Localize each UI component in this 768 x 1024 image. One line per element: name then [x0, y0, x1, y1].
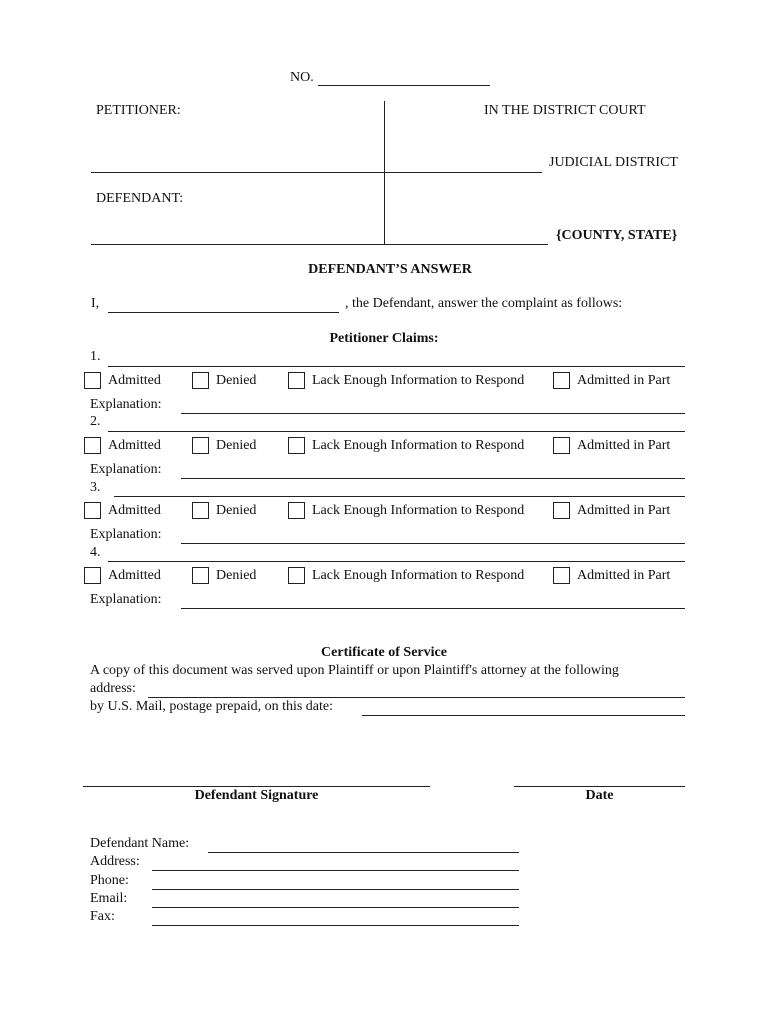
admitted-in-part-checkbox[interactable] [553, 567, 570, 584]
claim-number: 3. [90, 480, 101, 495]
explanation-field[interactable] [181, 608, 685, 609]
lack-info-checkbox[interactable] [288, 372, 305, 389]
admitted-in-part-checkbox[interactable] [553, 372, 570, 389]
denied-label: Denied [216, 568, 257, 583]
petitioner-name-field[interactable] [91, 172, 542, 173]
intro-suffix: , the Defendant, answer the complaint as follows: [345, 296, 623, 311]
denied-label: Denied [216, 438, 257, 453]
phone-label: Phone: [90, 873, 129, 888]
lack-info-label: Lack Enough Information to Respond [312, 438, 525, 453]
admitted-checkbox[interactable] [84, 502, 101, 519]
lack-info-checkbox[interactable] [288, 437, 305, 454]
admitted-in-part-checkbox[interactable] [553, 502, 570, 519]
fax-label: Fax: [90, 909, 115, 924]
defendant-name-input-line[interactable] [208, 852, 519, 853]
defendant-name-field[interactable] [91, 244, 548, 245]
admitted-in-part-label: Admitted in Part [577, 438, 671, 453]
defendant-name-label: Defendant Name: [90, 836, 190, 851]
signature-field[interactable] [83, 786, 430, 787]
address-input-line[interactable] [152, 870, 519, 871]
case-number-label: NO. [290, 70, 314, 85]
address-label: Address: [90, 854, 140, 869]
admitted-label: Admitted [108, 503, 161, 518]
claim-number: 2. [90, 414, 101, 429]
explanation-label: Explanation: [90, 397, 162, 412]
certificate-heading: Certificate of Service [321, 645, 447, 660]
claim-text-field[interactable] [108, 366, 685, 367]
lack-info-checkbox[interactable] [288, 567, 305, 584]
signature-date-field[interactable] [514, 786, 685, 787]
fax-input-line[interactable] [152, 925, 519, 926]
county-state-label: {COUNTY, STATE} [556, 228, 678, 243]
denied-checkbox[interactable] [192, 502, 209, 519]
date-label: Date [585, 788, 614, 803]
admitted-in-part-label: Admitted in Part [577, 568, 671, 583]
lack-info-label: Lack Enough Information to Respond [312, 373, 525, 388]
certificate-mail-label: by U.S. Mail, postage prepaid, on this date: [90, 699, 334, 714]
case-number-field[interactable] [318, 85, 490, 86]
petitioner-label: PETITIONER: [96, 103, 181, 118]
denied-checkbox[interactable] [192, 372, 209, 389]
email-label: Email: [90, 891, 128, 906]
lack-info-checkbox[interactable] [288, 502, 305, 519]
claim-text-field[interactable] [114, 496, 685, 497]
denied-checkbox[interactable] [192, 437, 209, 454]
explanation-label: Explanation: [90, 592, 162, 607]
certificate-address-field[interactable] [148, 697, 685, 698]
explanation-field[interactable] [181, 478, 685, 479]
intro-prefix: I, [91, 296, 100, 311]
admitted-label: Admitted [108, 438, 161, 453]
phone-input-line[interactable] [152, 889, 519, 890]
signature-label: Defendant Signature [194, 788, 319, 803]
caption-divider [384, 101, 385, 245]
lack-info-label: Lack Enough Information to Respond [312, 503, 525, 518]
lack-info-label: Lack Enough Information to Respond [312, 568, 525, 583]
admitted-checkbox[interactable] [84, 437, 101, 454]
answer-title: DEFENDANT’S ANSWER [308, 262, 472, 277]
judicial-district-label: JUDICIAL DISTRICT [549, 155, 678, 170]
claim-text-field[interactable] [108, 431, 685, 432]
court-label: IN THE DISTRICT COURT [484, 103, 646, 118]
certificate-address-label: address: [90, 681, 136, 696]
explanation-label: Explanation: [90, 462, 162, 477]
denied-label: Denied [216, 373, 257, 388]
admitted-in-part-label: Admitted in Part [577, 373, 671, 388]
claim-text-field[interactable] [108, 561, 685, 562]
denied-checkbox[interactable] [192, 567, 209, 584]
defendant-label: DEFENDANT: [96, 191, 184, 206]
certificate-date-field[interactable] [362, 715, 685, 716]
admitted-checkbox[interactable] [84, 372, 101, 389]
admitted-label: Admitted [108, 568, 161, 583]
admitted-in-part-checkbox[interactable] [553, 437, 570, 454]
denied-label: Denied [216, 503, 257, 518]
admitted-in-part-label: Admitted in Part [577, 503, 671, 518]
claim-number: 1. [90, 349, 101, 364]
explanation-field[interactable] [181, 543, 685, 544]
explanation-label: Explanation: [90, 527, 162, 542]
claims-heading: Petitioner Claims: [329, 331, 439, 346]
defendant-intro-name-field[interactable] [108, 312, 339, 313]
claim-number: 4. [90, 545, 101, 560]
admitted-label: Admitted [108, 373, 161, 388]
email-input-line[interactable] [152, 907, 519, 908]
explanation-field[interactable] [181, 413, 685, 414]
certificate-text: A copy of this document was served upon Plaintiff or upon Plaintiff's attorney at the following [90, 663, 619, 678]
admitted-checkbox[interactable] [84, 567, 101, 584]
